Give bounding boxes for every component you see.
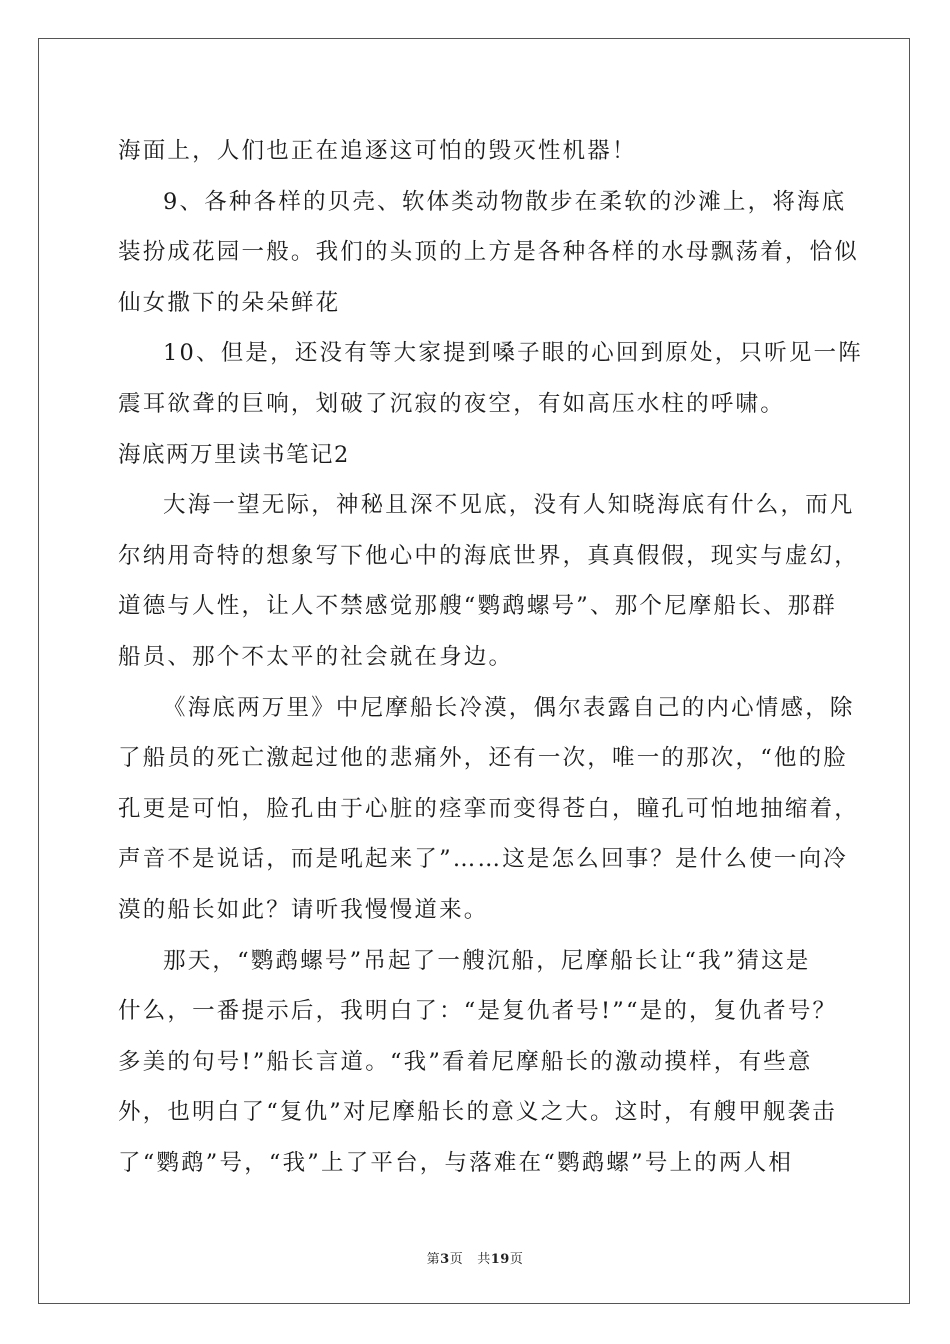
text-line: 道德与人性，让人不禁感觉那艘“鹦鹉螺号”、那个尼摩船长、那群 (118, 593, 838, 620)
paragraph-item-10: 10、但是，还没有等大家提到嗓子眼的心回到原处，只听见一阵 (163, 340, 863, 367)
text-line: 装扮成花园一般。我们的头顶的上方是各种各样的水母飘荡着，恰似 (118, 239, 860, 266)
total-suffix: 页 (509, 1252, 524, 1267)
paragraph-start: 大海一望无际，神秘且深不见底，没有人知晓海底有什么，而凡 (163, 492, 855, 519)
page-footer (0, 1248, 950, 1267)
text-line: 多美的句号!”船长言道。“我”看着尼摩船长的激动摸样，有些意 (118, 1048, 813, 1075)
text-line: 什么，一番提示后，我明白了：“是复仇者号!”“是的，复仇者号？ (118, 998, 838, 1025)
paragraph-start: 那天，“鹦鹉螺号”吊起了一艘沉船，尼摩船长让“我”猜这是 (163, 947, 811, 974)
text-line: 尔纳用奇特的想象写下他心中的海底世界，真真假假，现实与虚幻， (118, 542, 860, 569)
text-line: 外，也明白了“复仇”对尼摩船长的意义之大。这时，有艘甲舰袭击 (118, 1099, 838, 1126)
text-line: 震耳欲聋的巨响，划破了沉寂的夜空，有如高压水柱的呼啸。 (118, 390, 785, 417)
paragraph-item-9: 9、各种各样的贝壳、软体类动物散步在柔软的沙滩上，将海底 (163, 188, 847, 215)
text-line: 海面上，人们也正在追逐这可怕的毁灭性机器！ (118, 138, 637, 164)
paragraph-start: 《海底两万里》中尼摩船长冷漠，偶尔表露自己的内心情感，除 (163, 694, 855, 721)
text-line: 了“鹦鹉”号，“我”上了平台，与落难在“鹦鹉螺”号上的两人相 (118, 1149, 794, 1176)
page-prefix: 第 (426, 1252, 441, 1267)
text-line: 声音不是说话，而是吼起来了”……这是怎么回事？是什么使一向冷 (118, 846, 849, 873)
text-line: 漠的船长如此？请听我慢慢道来。 (118, 896, 489, 923)
total-pages: 19 (490, 1252, 510, 1267)
section-heading: 海底两万里读书笔记2 (118, 441, 350, 468)
page-suffix: 页 (449, 1252, 464, 1267)
text-line: 船员、那个不太平的社会就在身边。 (118, 643, 514, 670)
text-line: 孔更是可怕，脸孔由于心脏的痉挛而变得苍白，瞳孔可怕地抽缩着， (118, 795, 860, 822)
page-number: 3 (440, 1252, 450, 1267)
text-line: 仙女撒下的朵朵鲜花 (118, 289, 341, 316)
total-prefix: 共 (477, 1252, 491, 1267)
document-body (118, 126, 863, 1188)
text-line: 了船员的死亡激起过他的悲痛外，还有一次，唯一的那次，“他的脸 (118, 745, 849, 772)
